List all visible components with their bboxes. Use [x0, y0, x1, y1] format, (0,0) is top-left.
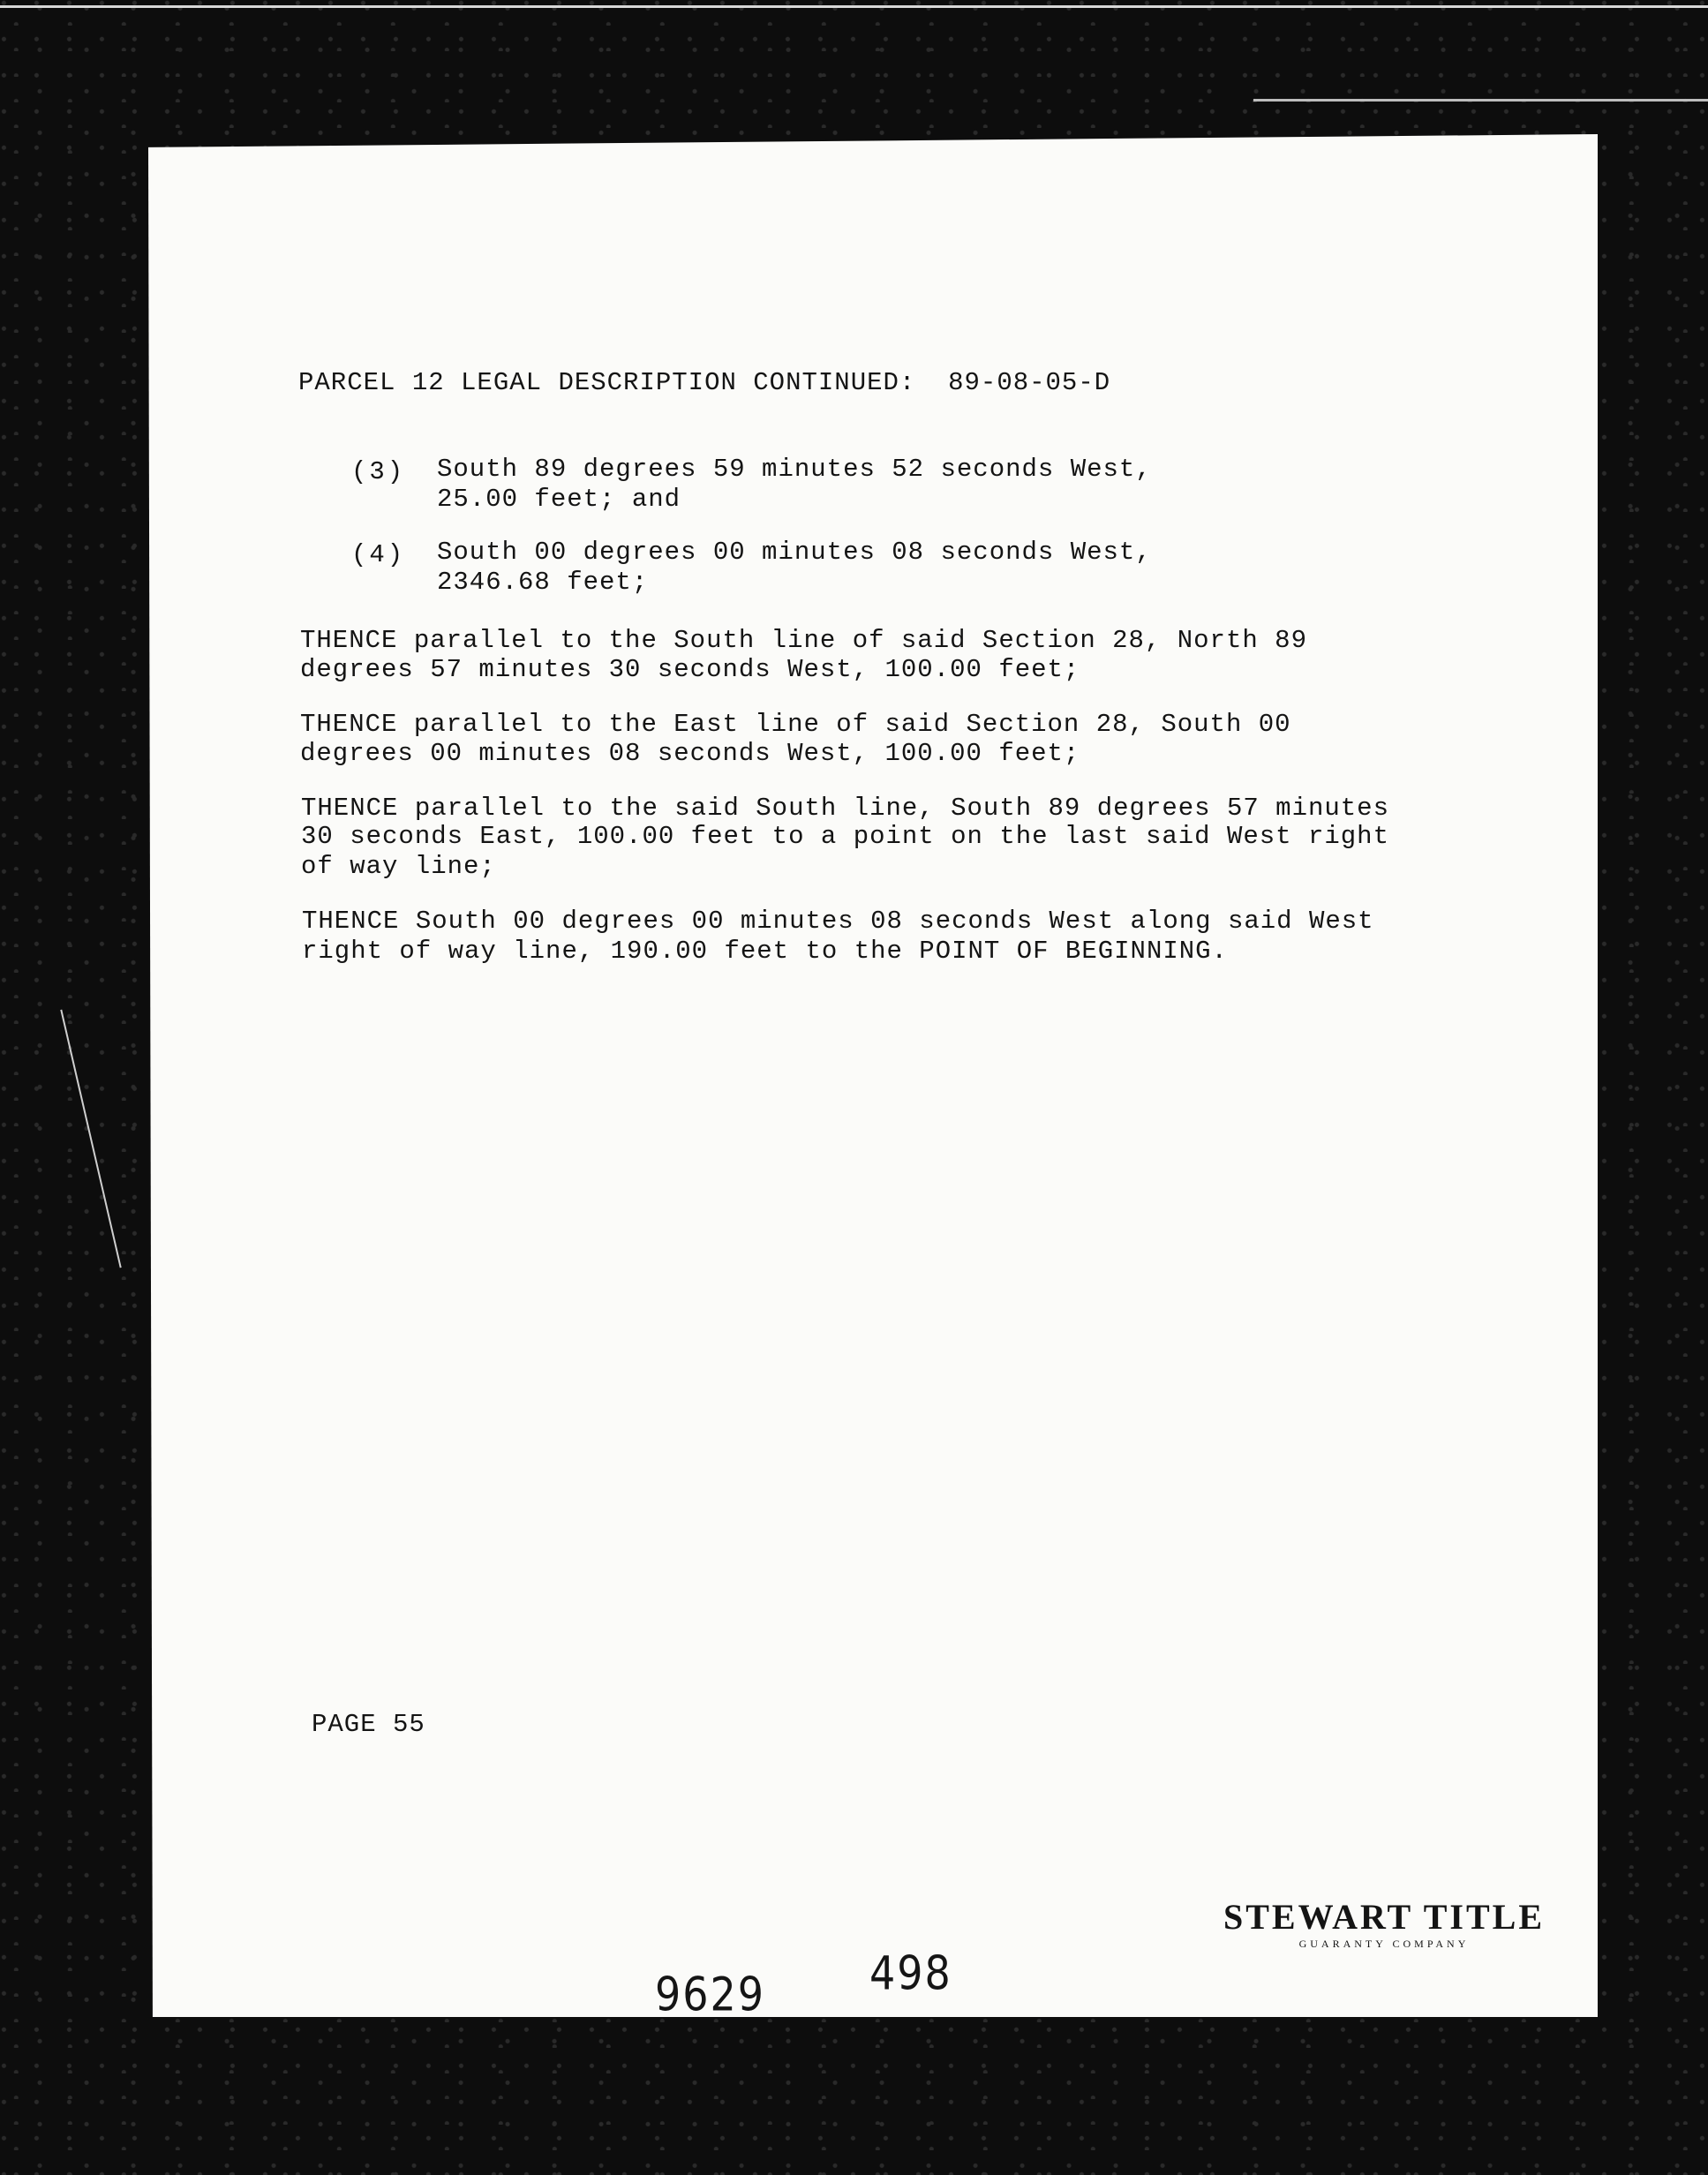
handwritten-number-left: 9629 [655, 1966, 766, 2022]
paragraph-line: THENCE South 00 degrees 00 minutes 08 seconds West along said West [302, 907, 1374, 936]
paragraph-line: right of way line, 190.00 feet to the POINT OF BEGINNING. [302, 937, 1228, 966]
item-line: 2346.68 feet; [437, 568, 649, 597]
logo-subtitle: GUARANTY COMPANY [1298, 1938, 1470, 1950]
paragraph-line: degrees 57 minutes 30 seconds West, 100.00 feet; [300, 655, 1080, 684]
scan-edge-line [0, 5, 1708, 8]
item-line: South 89 degrees 59 minutes 52 seconds West, [437, 455, 1152, 484]
paragraph-line: degrees 00 minutes 08 seconds West, 100.00 feet; [300, 739, 1080, 768]
item-line: South 00 degrees 00 minutes 08 seconds West, [437, 538, 1152, 567]
handwritten-number-right: 498 [869, 1945, 952, 2001]
item-number: (3) [351, 457, 406, 486]
scan-edge-line [1253, 99, 1708, 102]
paragraph-line: THENCE parallel to the South line of said Section 28, North 89 [300, 626, 1307, 655]
paragraph-line: 30 seconds East, 100.00 feet to a point on the last said West right [301, 822, 1389, 851]
item-number: (4) [351, 540, 406, 569]
logo-name: STEWART TITLE [1223, 1897, 1546, 1937]
document-heading: PARCEL 12 LEGAL DESCRIPTION CONTINUED: 89-08-05-D [298, 368, 1111, 397]
item-line: 25.00 feet; and [437, 485, 681, 514]
paragraph-line: THENCE parallel to the said South line, South 89 degrees 57 minutes [301, 794, 1389, 823]
page-label: PAGE 55 [312, 1710, 425, 1739]
paragraph-line: THENCE parallel to the East line of said Section 28, South 00 [300, 710, 1291, 739]
paragraph-line: of way line; [301, 852, 496, 881]
scan-scratch [60, 1010, 121, 1268]
stewart-title-logo [1199, 1898, 1569, 1951]
